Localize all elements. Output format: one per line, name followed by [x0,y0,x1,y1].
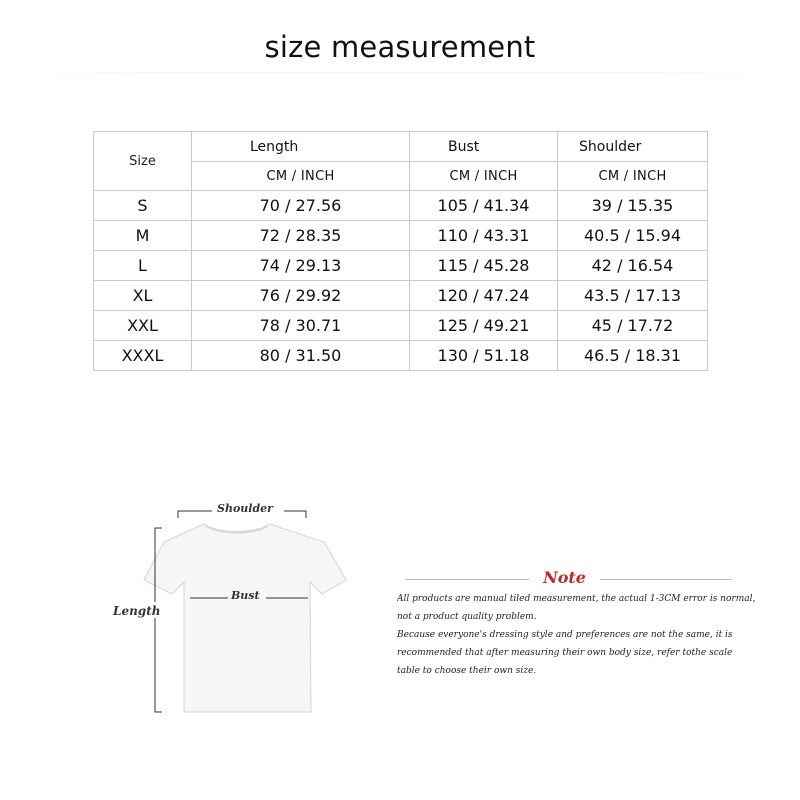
bust-cell: 105 / 41.34 [410,191,558,221]
length-cell: 80 / 31.50 [192,341,410,371]
table-row [94,311,708,341]
note-text-line: All products are manual tiled measurement, the actual 1-3CM error is normal, [397,594,756,604]
size-cell: L [94,251,192,281]
shoulder-cell: 43.5 / 17.13 [558,281,708,311]
note-text-line: table to choose their own size. [397,666,537,676]
table-row [94,341,708,371]
shoulder-cell: 45 / 17.72 [558,311,708,341]
table-row [94,191,708,221]
length-cell: 78 / 30.71 [192,311,410,341]
bust-cell: 110 / 43.31 [410,221,558,251]
title-divider [20,72,780,73]
note-title: Note [543,568,586,587]
bust-cell: 115 / 45.28 [410,251,558,281]
tshirt-silhouette [144,524,346,712]
length-column-header: Length [192,132,410,162]
page-title: size measurement [264,30,536,64]
note-text-line: recommended that after measuring their own body size, refer tothe scale [397,648,733,658]
bust-column-header: Bust [410,132,558,162]
note-text-line: not a product quality problem. [397,612,537,622]
shoulder-cell: 42 / 16.54 [558,251,708,281]
tshirt-measurement-diagram [100,490,400,740]
shoulder-cell: 39 / 15.35 [558,191,708,221]
bust-cell: 120 / 47.24 [410,281,558,311]
shoulder-cell: 46.5 / 18.31 [558,341,708,371]
size-cell: M [94,221,192,251]
table-row [94,281,708,311]
bust-label: Bust [231,589,260,602]
length-cell: 72 / 28.35 [192,221,410,251]
bust-unit-header: CM / INCH [410,162,558,191]
size-cell: XXL [94,311,192,341]
size-chart-table [93,131,708,371]
table-header-row [94,132,708,162]
size-cell: XXXL [94,341,192,371]
length-label: Length [113,604,161,618]
size-column-header: Size [94,132,192,191]
length-unit-header: CM / INCH [192,162,410,191]
length-cell: 70 / 27.56 [192,191,410,221]
note-text-line: Because everyone's dressing style and preferences are not the same, it is [397,630,733,640]
shoulder-label: Shoulder [217,502,273,515]
note-divider-right [600,579,732,580]
size-cell: S [94,191,192,221]
shoulder-column-header: Shoulder [558,132,708,162]
length-cell: 76 / 29.92 [192,281,410,311]
size-cell: XL [94,281,192,311]
shoulder-cell: 40.5 / 15.94 [558,221,708,251]
table-row [94,251,708,281]
shoulder-unit-header: CM / INCH [558,162,708,191]
length-cell: 74 / 29.13 [192,251,410,281]
table-row [94,221,708,251]
bust-cell: 130 / 51.18 [410,341,558,371]
note-section [392,568,770,698]
bust-cell: 125 / 49.21 [410,311,558,341]
note-divider-left [406,579,529,580]
